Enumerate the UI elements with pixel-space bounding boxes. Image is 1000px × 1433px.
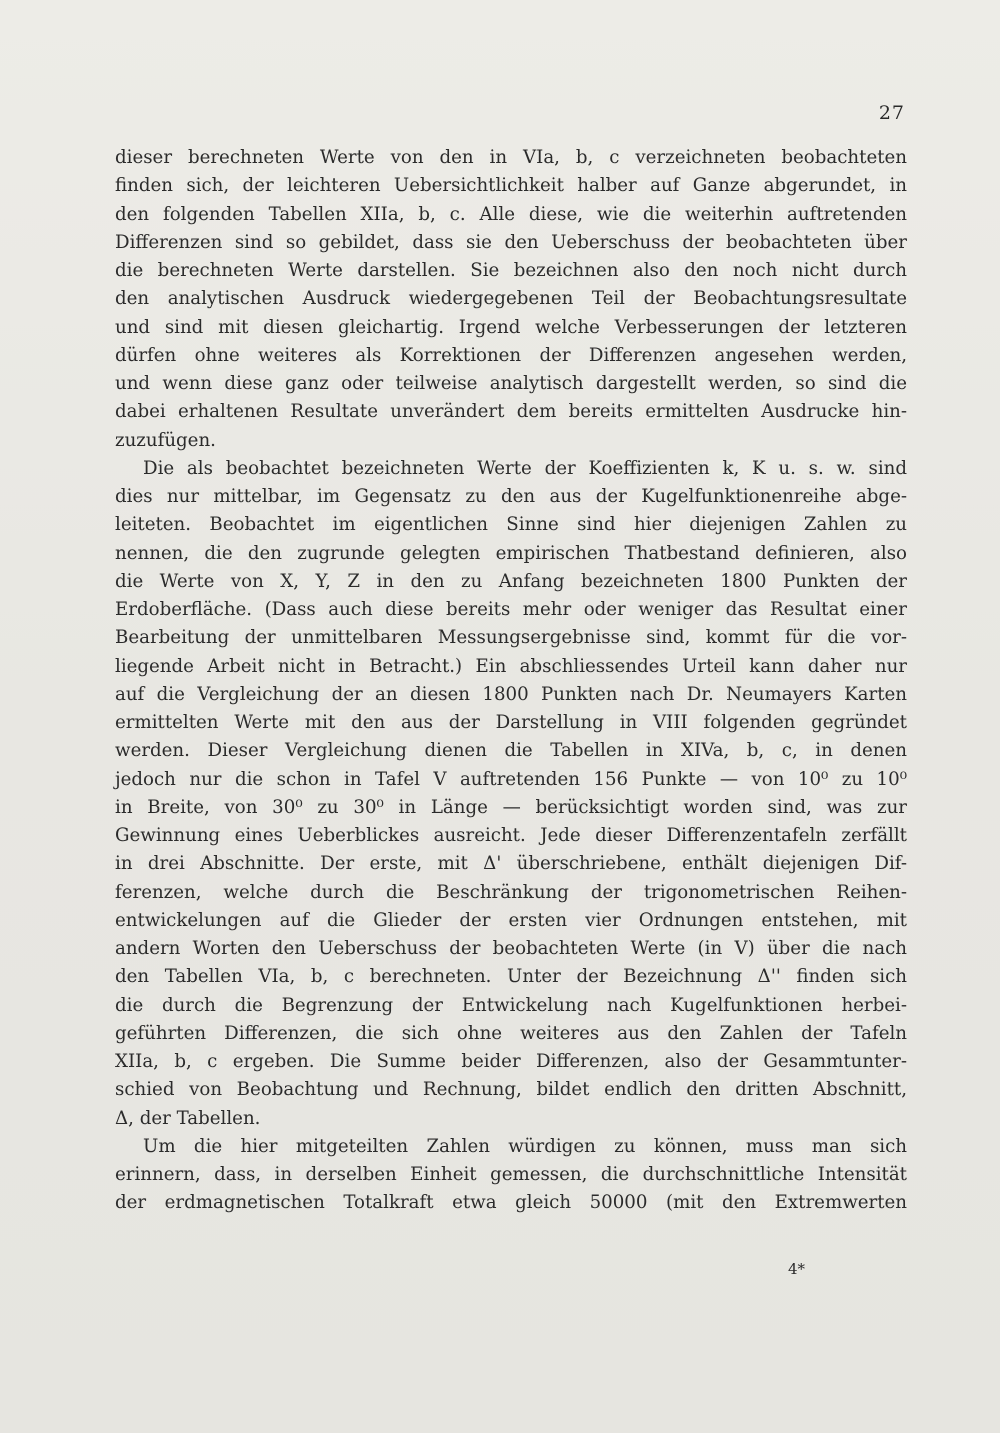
text-line: in drei Abschnitte. Der erste, mit Δ' überschriebene, enthält diejenigen Dif- xyxy=(115,853,907,875)
text-line: Gewinnung eines Ueberblickes ausreicht. Jede dieser Differenzentafeln zerfällt xyxy=(115,825,907,846)
text-line: zuzufügen. xyxy=(115,429,216,451)
text-line: Δ, der Tabellen. xyxy=(115,1107,261,1129)
text-line: die berechneten Werte darstellen. Sie bezeichnen also den noch nicht durch xyxy=(115,260,907,281)
text-line: XIIa, b, c ergeben. Die Summe beider Differenzen, also der Gesammtunter- xyxy=(115,1051,907,1072)
text-line: den folgenden Tabellen XIIa, b, c. Alle diese, wie die weiterhin auftretenden xyxy=(115,203,907,225)
text-line: die durch die Begrenzung der Entwickelung nach Kugelfunktionen herbei- xyxy=(115,994,907,1016)
text-line: nennen, die den zugrunde gelegten empirischen Thatbestand definieren, also xyxy=(115,542,907,564)
sheet-signature: 4* xyxy=(788,1260,806,1278)
text-line: dieser berechneten Werte von den in VIa, b, c verzeichneten beobachteten xyxy=(115,147,907,168)
text-line: werden. Dieser Vergleichung dienen die Tabellen in XIVa, b, c, in denen xyxy=(115,740,907,762)
text-line: dabei erhaltenen Resultate unverändert dem bereits ermittelten Ausdrucke hin- xyxy=(115,401,907,423)
page-number: 27 xyxy=(878,102,905,124)
text-line: und sind mit diesen gleichartig. Irgend welche Verbesserungen der letzteren xyxy=(115,316,907,338)
text-line: Bearbeitung der unmittelbaren Messungsergebnisse sind, kommt für die vor- xyxy=(115,627,907,649)
text-line: in Breite, von 30⁰ zu 30⁰ in Länge — berücksichtigt worden sind, was zur xyxy=(115,796,907,818)
body-text xyxy=(115,144,907,1218)
text-line: finden sich, der leichteren Uebersichtlichkeit halber auf Ganze abgerundet, in xyxy=(115,175,907,197)
text-line: jedoch nur die schon in Tafel V auftretenden 156 Punkte — von 10⁰ zu 10⁰ xyxy=(115,768,907,790)
text-line: entwickelungen auf die Glieder der ersten vier Ordnungen entstehen, mit xyxy=(115,909,907,931)
text-line: andern Worten den Ueberschuss der beobachteten Werte (in V) über die nach xyxy=(115,938,907,959)
text-line: ermittelten Werte mit den aus der Darstellung in VIII folgenden gegründet xyxy=(115,712,907,733)
text-line: schied von Beobachtung und Rechnung, bildet endlich den dritten Abschnitt, xyxy=(115,1079,907,1101)
text-line: und wenn diese ganz oder teilweise analytisch dargestellt werden, so sind die xyxy=(115,373,907,394)
text-line: dürfen ohne weiteres als Korrektionen der Differenzen angesehen werden, xyxy=(115,344,907,366)
text-line: die Werte von X, Y, Z in den zu Anfang bezeichneten 1800 Punkten der xyxy=(115,570,907,592)
text-line: den Tabellen VIa, b, c berechneten. Unter der Bezeichnung Δ'' finden sich xyxy=(115,966,907,988)
text-line: Die als beobachtet bezeichneten Werte der Koeffizienten k, K u. s. w. sind xyxy=(143,457,907,479)
text-line: Um die hier mitgeteilten Zahlen würdigen zu können, muss man sich xyxy=(143,1135,907,1157)
text-line: den analytischen Ausdruck wiedergegebenen Teil der Beobachtungsresultate xyxy=(115,288,907,310)
text-line: dies nur mittelbar, im Gegensatz zu den aus der Kugelfunktionenreihe abge- xyxy=(115,486,907,507)
text-line: ferenzen, welche durch die Beschränkung der trigonometrischen Reihen- xyxy=(115,881,907,903)
text-line: der erdmagnetischen Totalkraft etwa gleich 50000 (mit den Extremwerten xyxy=(115,1192,907,1214)
text-line: Erdoberfläche. (Dass auch diese bereits mehr oder weniger das Resultat einer xyxy=(115,599,907,620)
text-line: liegende Arbeit nicht in Betracht.) Ein abschliessendes Urteil kann daher nur xyxy=(115,655,907,677)
text-line: erinnern, dass, in derselben Einheit gemessen, die durchschnittliche Intensität xyxy=(115,1164,907,1185)
text-line: geführten Differenzen, die sich ohne weiteres aus den Zahlen der Tafeln xyxy=(115,1022,907,1044)
text-line: Differenzen sind so gebildet, dass sie den Ueberschuss der beobachteten über xyxy=(115,231,907,253)
text-line: leiteten. Beobachtet im eigentlichen Sinne sind hier diejenigen Zahlen zu xyxy=(115,514,907,536)
text-line: auf die Vergleichung der an diesen 1800 Punkten nach Dr. Neumayers Karten xyxy=(115,683,907,705)
